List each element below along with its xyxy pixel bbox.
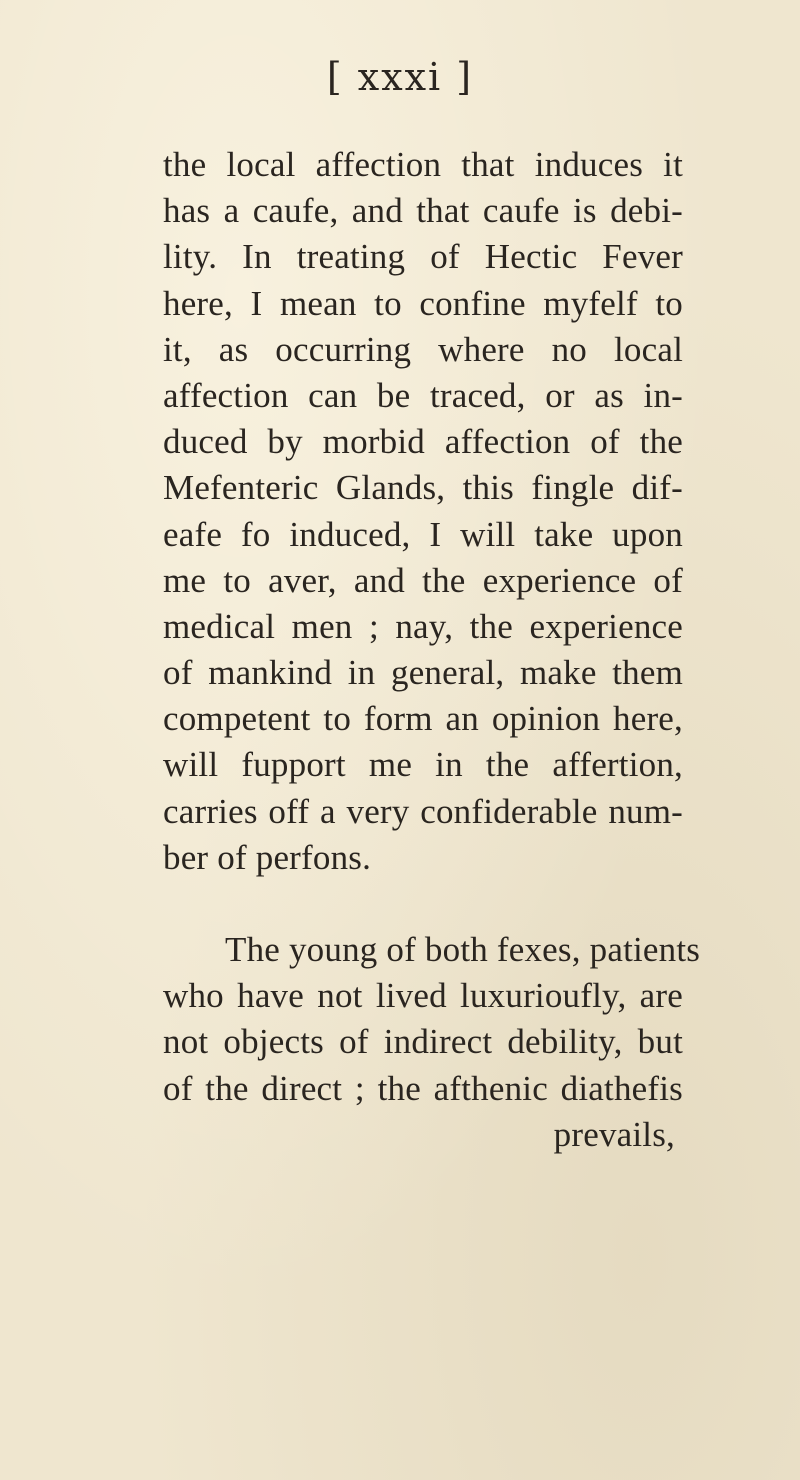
catchword: prevails, xyxy=(553,1114,675,1154)
text-line: duced by morbid affection of the xyxy=(163,422,683,462)
text-line: ber of perfons. xyxy=(163,837,372,877)
text-line: competent to form an opinion here, xyxy=(163,699,683,739)
text-line: the local affection that induces it xyxy=(163,145,683,184)
text-line: The young of both fexes, patients xyxy=(225,930,701,969)
text-line: of the direct ; the afthenic diathefis xyxy=(163,1068,683,1108)
text-line: me to aver, and the experience of xyxy=(163,560,683,600)
text-line: Mefenteric Glands, this fingle dif- xyxy=(163,468,683,508)
text-line: who have not lived luxurioufly, are xyxy=(163,976,683,1016)
text-line: here, I mean to confine myfelf to xyxy=(163,283,683,323)
text-line: has a caufe, and that caufe is debi- xyxy=(163,191,683,231)
text-block xyxy=(163,142,701,1158)
text-line: not objects of indirect debility, but xyxy=(163,1022,683,1062)
page-number-header: [ xxxi ] xyxy=(326,55,474,99)
text-line: it, as occurring where no local xyxy=(163,329,683,369)
text-line: carries off a very confiderable num- xyxy=(163,791,683,831)
text-line: will fupport me in the affertion, xyxy=(163,745,683,785)
text-line: medical men ; nay, the experience xyxy=(163,606,683,646)
text-line: eafe fo induced, I will take upon xyxy=(163,514,683,554)
text-line: affection can be traced, or as in- xyxy=(163,375,683,415)
text-line: lity. In treating of Hectic Fever xyxy=(163,237,683,277)
text-line: of mankind in general, make them xyxy=(163,653,683,693)
paragraph-gap xyxy=(163,881,683,927)
